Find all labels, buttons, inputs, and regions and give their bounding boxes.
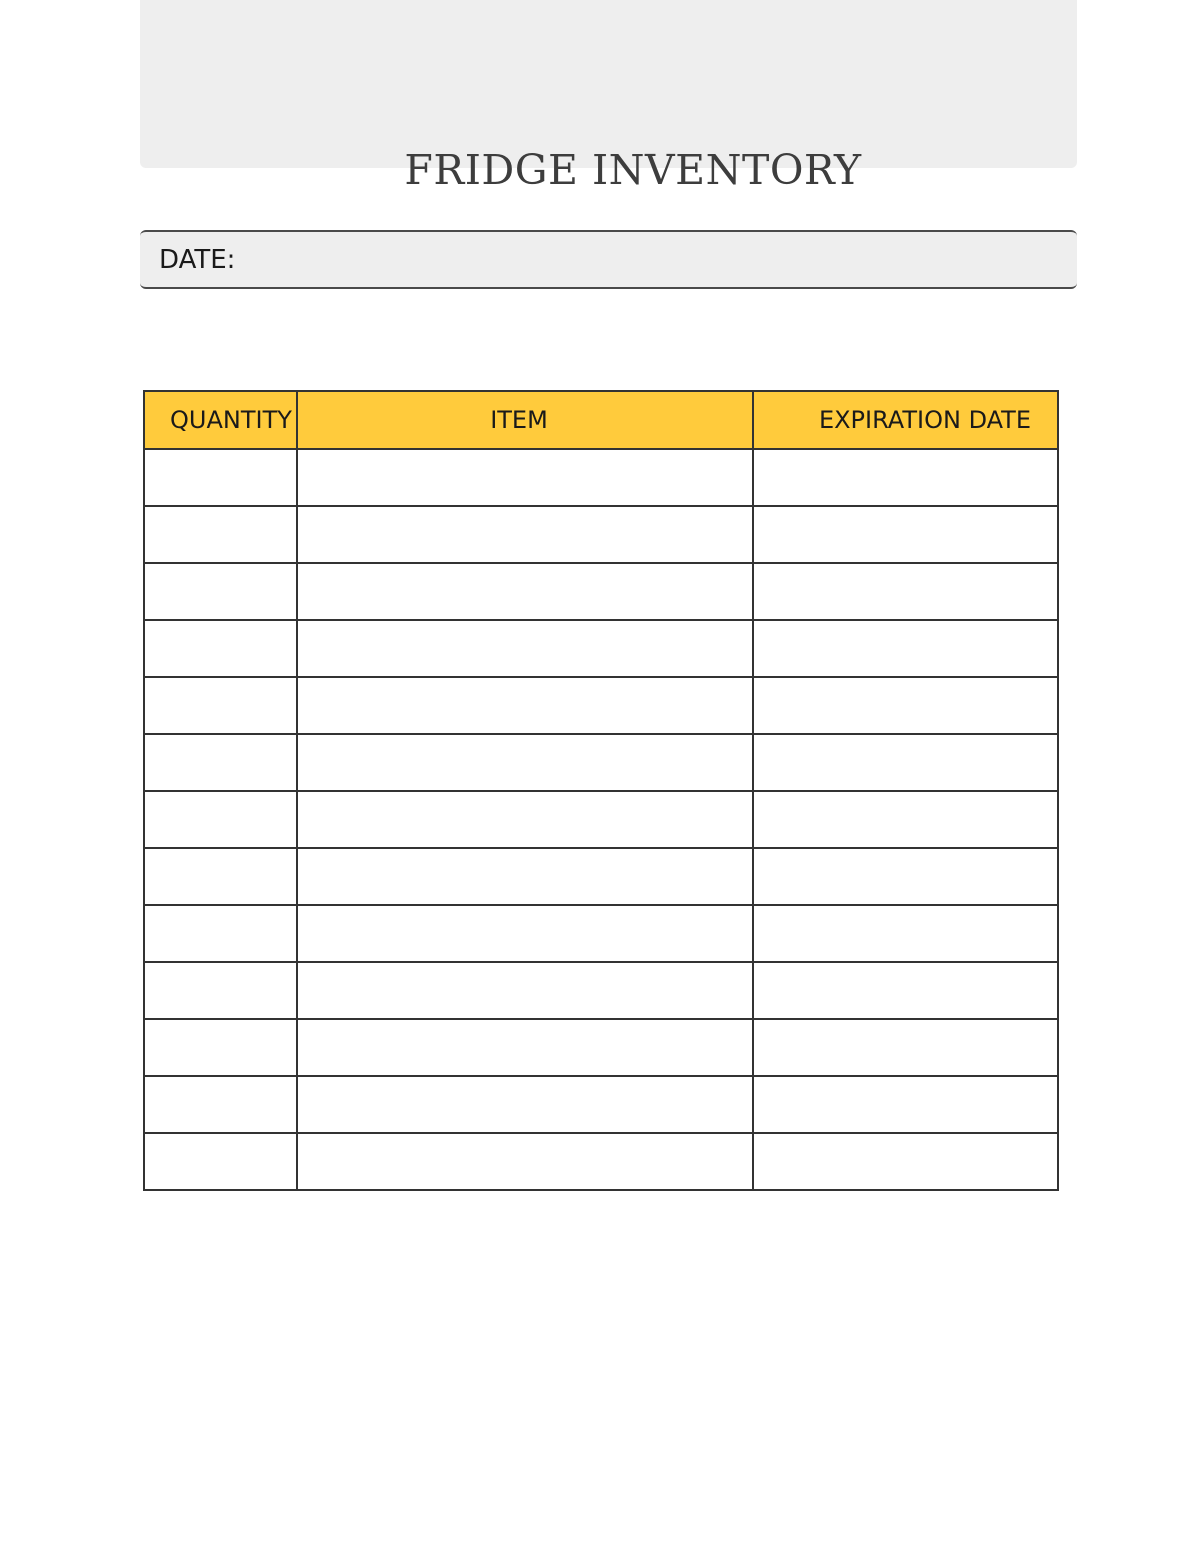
table-row — [144, 848, 1058, 905]
quantity-cell[interactable] — [144, 506, 297, 563]
header-expiration-date: EXPIRATION DATE — [753, 391, 1058, 449]
header-band — [140, 0, 1077, 168]
expiration-date-cell[interactable] — [753, 848, 1058, 905]
quantity-cell[interactable] — [144, 905, 297, 962]
date-bar[interactable] — [140, 230, 1077, 289]
header-item: ITEM — [297, 391, 753, 449]
table-row — [144, 620, 1058, 677]
item-cell[interactable] — [297, 620, 753, 677]
item-cell[interactable] — [297, 563, 753, 620]
quantity-cell[interactable] — [144, 449, 297, 506]
item-cell[interactable] — [297, 1076, 753, 1133]
expiration-date-cell[interactable] — [753, 506, 1058, 563]
expiration-date-cell[interactable] — [753, 905, 1058, 962]
item-cell[interactable] — [297, 791, 753, 848]
expiration-date-cell[interactable] — [753, 1076, 1058, 1133]
inventory-table — [143, 390, 1059, 1191]
table-row — [144, 962, 1058, 1019]
date-label: DATE: — [159, 245, 236, 275]
quantity-cell[interactable] — [144, 1076, 297, 1133]
header-quantity: QUANTITY — [144, 391, 297, 449]
table-row — [144, 791, 1058, 848]
item-cell[interactable] — [297, 905, 753, 962]
table-row — [144, 1076, 1058, 1133]
quantity-cell[interactable] — [144, 677, 297, 734]
quantity-cell[interactable] — [144, 1019, 297, 1076]
quantity-cell[interactable] — [144, 734, 297, 791]
item-cell[interactable] — [297, 506, 753, 563]
expiration-date-cell[interactable] — [753, 1133, 1058, 1190]
table-row — [144, 449, 1058, 506]
expiration-date-cell[interactable] — [753, 734, 1058, 791]
table-row — [144, 905, 1058, 962]
quantity-cell[interactable] — [144, 791, 297, 848]
table-row — [144, 563, 1058, 620]
expiration-date-cell[interactable] — [753, 677, 1058, 734]
expiration-date-cell[interactable] — [753, 962, 1058, 1019]
table-body — [144, 449, 1058, 1190]
expiration-date-cell[interactable] — [753, 620, 1058, 677]
item-cell[interactable] — [297, 848, 753, 905]
item-cell[interactable] — [297, 734, 753, 791]
item-cell[interactable] — [297, 1133, 753, 1190]
expiration-date-cell[interactable] — [753, 449, 1058, 506]
table-row — [144, 677, 1058, 734]
expiration-date-cell[interactable] — [753, 1019, 1058, 1076]
expiration-date-cell[interactable] — [753, 791, 1058, 848]
quantity-cell[interactable] — [144, 848, 297, 905]
quantity-cell[interactable] — [144, 962, 297, 1019]
expiration-date-cell[interactable] — [753, 563, 1058, 620]
item-cell[interactable] — [297, 1019, 753, 1076]
quantity-cell[interactable] — [144, 1133, 297, 1190]
table-row — [144, 1019, 1058, 1076]
table-row — [144, 734, 1058, 791]
item-cell[interactable] — [297, 962, 753, 1019]
table-header-row — [144, 391, 1058, 449]
quantity-cell[interactable] — [144, 563, 297, 620]
page-title: FRIDGE INVENTORY — [404, 146, 862, 194]
quantity-cell[interactable] — [144, 620, 297, 677]
item-cell[interactable] — [297, 677, 753, 734]
table-row — [144, 1133, 1058, 1190]
item-cell[interactable] — [297, 449, 753, 506]
table-row — [144, 506, 1058, 563]
